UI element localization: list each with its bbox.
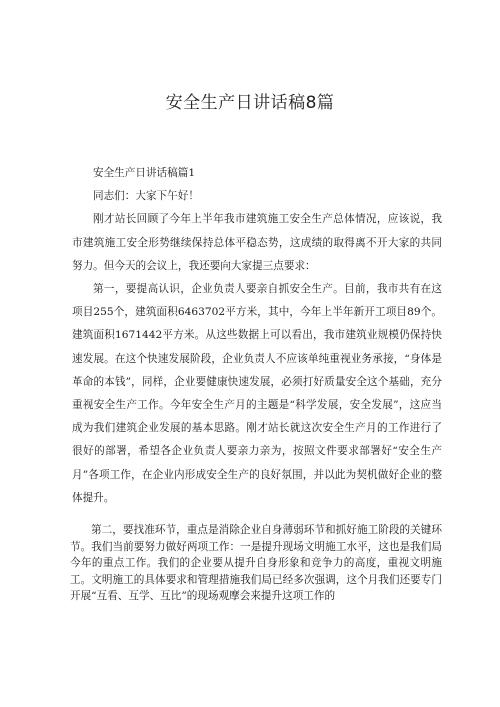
paragraph-2: 第一，要提高认识，企业负责人要亲自抓安全生产。目前，我市共有在这项目255个，建筑面积6463702平方米，其中，今年上半年新开工项目89个。建筑面积1671442平方米。从这些数据上可以看出，我市建筑业规模仍保持快速发展。在这个快速发展阶段，企业负责人不应该单纯重视业务承接，“身体是革命的本钱”，同样，企业要健康快速发展，必须打好质量安全这个基础，充分重视安全生产工作。今年安全生产月的主题是“科学发展，安全发展”，这应当成为我们建筑企业发展的基本思路。刚才站长就这次安全生产月的工作进行了很好的部署，希望各企业负责人要亲力亲为，按照文件要求部署好“安全生产月”各项工作，在企业内形成安全生产的良好氛围，并以此为契机做好企业的整体提升。 — [72, 283, 442, 504]
section-title: 安全生产日讲话稿篇1 — [93, 167, 196, 179]
greeting: 同志们：大家下午好！ — [93, 190, 199, 203]
document-body — [72, 162, 442, 605]
document-title: 安全生产日讲话稿8篇 — [165, 93, 335, 113]
paragraph-3: 第二，要找准环节，重点是消除企业自身薄弱环节和抓好施工阶段的关键环节。我们当前要努力做好两项工作：一是提升现场文明施工水平，这也是我们局今年的重点工作。我们的企业要从提升自身形象和竞争力的高度，重视文明施工。文明施工的具体要求和管理措施我们局已经多次强调，这个月我们还要专门开展“互看、互学、互比”的现场观摩会来提升这项工作的 — [70, 524, 442, 603]
paragraph-1: 刚才站长回顾了今年上半年我市建筑施工安全生产总体情况，应该说，我市建筑施工安全形势继续保持总体平稳态势，这成绩的取得离不开大家的共同努力。但今天的会议上，我还要向大家提三点要求： — [72, 213, 442, 272]
